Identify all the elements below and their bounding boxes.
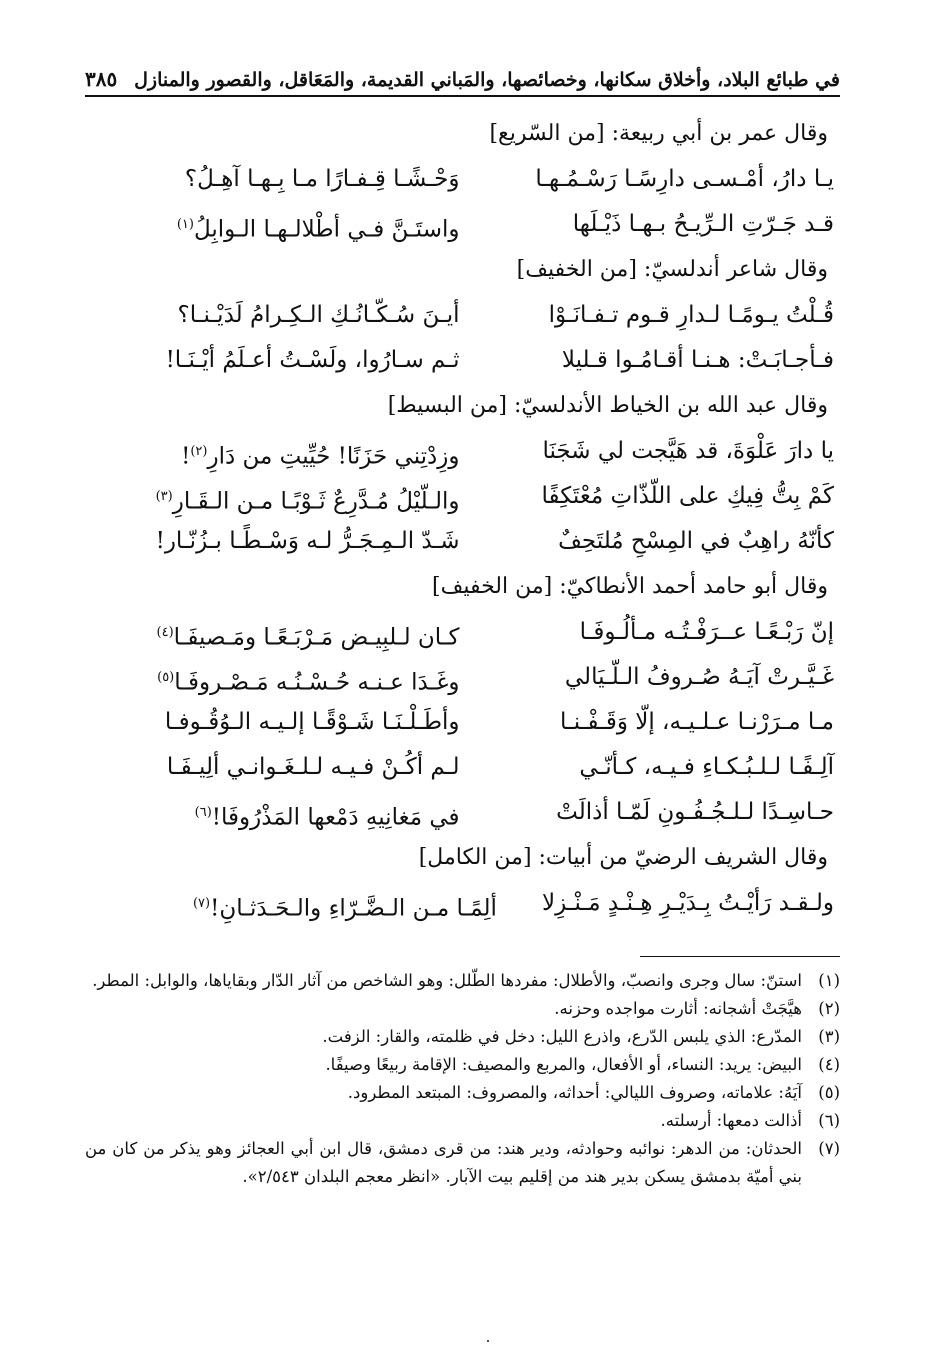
footnote: [85, 995, 840, 1023]
footnote-text: البيض: يريد: النساء، أو الأفعال، والمربع والمصيف: الإقامة ربيعًا وصيفًا.: [325, 1055, 802, 1074]
footnote-number: (٥): [818, 1083, 840, 1102]
verse-second-hemistich: شَـدّ الـمِـجَـرُّ لـه وَسْـطًـا بـزُنّـار!: [155, 528, 460, 554]
verse-line: [85, 700, 840, 745]
footnote-marker[interactable]: (٥): [157, 670, 175, 685]
verse-first-hemistich: قُـلْتُ يـومًـا لـدارِ قـوم تـفـانَـوْا: [548, 302, 834, 328]
footnote-marker[interactable]: (٤): [156, 625, 174, 640]
verse-second-hemistich: وغَـدَا عـنـه حُـسْـنُـه مَـصْـروفَـا$^{(٥)}$: [157, 669, 460, 696]
footnote: [85, 1023, 840, 1051]
page-number: ٣٨٥: [85, 67, 118, 91]
running-header: [85, 55, 840, 97]
footnote-marker[interactable]: (٧): [192, 896, 211, 911]
verse-first-hemistich: مـا مـرَرْنـا عـلـيـه، إلّا وَقَـفْـنـا: [560, 709, 834, 735]
poem-intro: وقال عمر بن أبي ربيعة: [من السّريع]: [489, 121, 828, 146]
verse-first-hemistich: كَمْ بِتُّ فِيكِ على اللّذّاتِ مُعْتَكِفًا: [541, 483, 834, 509]
footnote-separator: [640, 956, 840, 957]
verse-line: [85, 655, 840, 700]
footnote-text: أذالت دمعها: أرسلته.: [660, 1111, 802, 1130]
verse-line: [85, 790, 840, 835]
verse-first-hemistich: يا دارَ عَلْوَةَ، قد هَيَّجت لي شَجَنَا: [542, 438, 834, 464]
footnote-text: آيَهُ: علاماته، وصروف الليالي: أحداثه، والمصروف: المبتعد المطرود.: [347, 1083, 802, 1102]
footnote: [85, 967, 840, 995]
verse-first-hemistich: غَـيَّـرتْ آيَـهُ صُـروفُ الـلّـيَالي: [564, 664, 834, 690]
verse-second-hemistich: في مَغانِيهِ دَمْعها المَذْرُوفَا!$^{(٦)}$: [194, 804, 460, 831]
verse-second-hemistich: ثـم سـارُوا، ولَسْـتُ أعـلَمُ أيْـنَـا!: [165, 347, 460, 373]
poem-intro: وقال أبو حامد أحمد الأنطاكيّ: [من الخفيف]: [431, 574, 828, 599]
verse-second-hemistich: وَحْـشًـا قِـفـارًا مـا بِـهـا آهِـلُ؟: [184, 166, 460, 192]
verse-second-hemistich: وأطَـلْـنَـا شَـوْقًـا إلـيـه الـوُقُـوفـا: [164, 709, 460, 735]
verse-second-hemistich: ألِمًـا مـن الـضَّـرّاءِ والـحَـدَثـانِ!$^{(٧)}$: [192, 895, 497, 922]
footnote: [85, 1051, 840, 1079]
verse-first-hemistich: آلِـفًـا لـلـبُـكـاءِ فـيـه، كـأنّـي: [579, 754, 834, 780]
footnote-marker[interactable]: (١): [176, 217, 194, 232]
verse-line: [85, 293, 840, 338]
footnote-number: (٧): [818, 1139, 840, 1158]
verse-second-hemistich: أيـنَ سُـكّـانُـكِ الـكِـرامُ لَدَيْـنـا؟: [177, 302, 460, 328]
book-page: [85, 55, 840, 1345]
verse-line: [85, 474, 840, 519]
footnote-marker[interactable]: (٣): [155, 489, 173, 504]
verse-line: [85, 429, 840, 474]
footnotes: [85, 967, 840, 1191]
verse-first-hemistich: ولـقـد رَأيْـتُ بِـدَيْـرِ هِـنْـدٍ مَـنْـزِلا: [542, 890, 834, 916]
verse-line: [85, 157, 840, 202]
footnote: [85, 1107, 840, 1135]
verse-line: [85, 610, 840, 655]
verse-line: [85, 745, 840, 790]
footnote: [85, 1079, 840, 1107]
poem-intro: وقال الشريف الرضيّ من أبيات: [من الكامل]: [418, 845, 828, 870]
verse-second-hemistich: وزِدْتِني حَزَنًا! حُيِّيتِ من دَارِ$^{(٢)}$!: [181, 443, 460, 470]
footnote-number: (٢): [818, 999, 840, 1018]
verse-line: [85, 519, 840, 564]
verse-first-hemistich: يـا دارُ، أمْـسـى دارِسًـا رَسْـمُـهـا: [535, 166, 834, 192]
footnote-text: المدّرع: الذي يلبس الدّرع، واذرع الليل: دخل في ظلمته، والقار: الزفت.: [322, 1027, 802, 1046]
footnote-text: استنّ: سال وجرى وانصبّ، والأطلال: مفردها الطّلل: وهو الشاخص من آثار الدّار وبقاياها، والوابل: المطر.: [92, 971, 802, 990]
header-title: في طبائع البلاد، وأخلاق سكانها، وخصائصها، والمَباني القديمة، والمَعَاقل، والقصور والمنازل: [134, 69, 840, 91]
verse-line: [85, 202, 840, 247]
verse-second-hemistich: كـان لـلبِيـض مَـرْبَـعًـا ومَـصيفَـا$^{(٤)}$: [156, 624, 460, 651]
verse-second-hemistich: والـلّيْلُ مُـدَّرِعٌ ثَـوْبًـا مـن الـقَـارِ$^{(٣)}$: [155, 488, 460, 515]
footnote-number: (١): [818, 971, 840, 990]
page-mark: [487, 1340, 489, 1342]
footnote-text: الحدثان: من الدهر: نوائبه وحوادثه، ودير هند: من قرى دمشق، قال ابن أبي العجائز وهو يذكر من كان من بني أميّة بدمشق يسكن بدير هند من إقليم بيت الآبار. «انظر معجم البلدان ٢/٥٤٣».: [85, 1139, 802, 1186]
footnote-text: هيَّجَتْ أشجانه: أثارت مواجده وحزنه.: [554, 999, 802, 1018]
footnote: [85, 1135, 840, 1191]
poem-intro: وقال عبد الله بن الخياط الأندلسيّ: [من البسيط]: [387, 393, 828, 418]
footnote-number: (٦): [818, 1111, 840, 1130]
poem-body: [85, 111, 840, 926]
verse-line: [85, 881, 840, 926]
verse-second-hemistich: لـم أكُـنْ فـيـه لـلـغَـوانـي ألِيـفَـا: [166, 754, 460, 780]
verse-first-hemistich: حـاسِـدًا لـلـجُـفُـونِ لَمّـا أذالَتْ: [556, 799, 834, 825]
verse-first-hemistich: قـد جَـرّتِ الـرِّيـحُ بـهـا ذَيْـلَها: [572, 211, 834, 237]
verse-first-hemistich: إنّ رَبْـعًـا عــرَفْـتُـه مـألُـوفَـا: [579, 619, 834, 645]
verse-first-hemistich: كأنّهُ راهِبٌ في المِسْحِ مُلتَحِفٌ: [558, 528, 834, 554]
verse-line: [85, 338, 840, 383]
footnote-marker[interactable]: (٢): [190, 444, 208, 459]
footnote-number: (٣): [818, 1027, 840, 1046]
footnote-number: (٤): [818, 1055, 840, 1074]
verse-second-hemistich: واستَـنَّ فـي أطْلالـهـا الـوابِلُ$^{(١)}$: [176, 216, 460, 243]
verse-first-hemistich: فـأجـابَـتْ: هـنـا أقـامُـوا قـليلا: [561, 347, 834, 373]
poem-intro: وقال شاعر أندلسيّ: [من الخفيف]: [516, 257, 828, 282]
footnote-marker[interactable]: (٦): [194, 805, 212, 820]
